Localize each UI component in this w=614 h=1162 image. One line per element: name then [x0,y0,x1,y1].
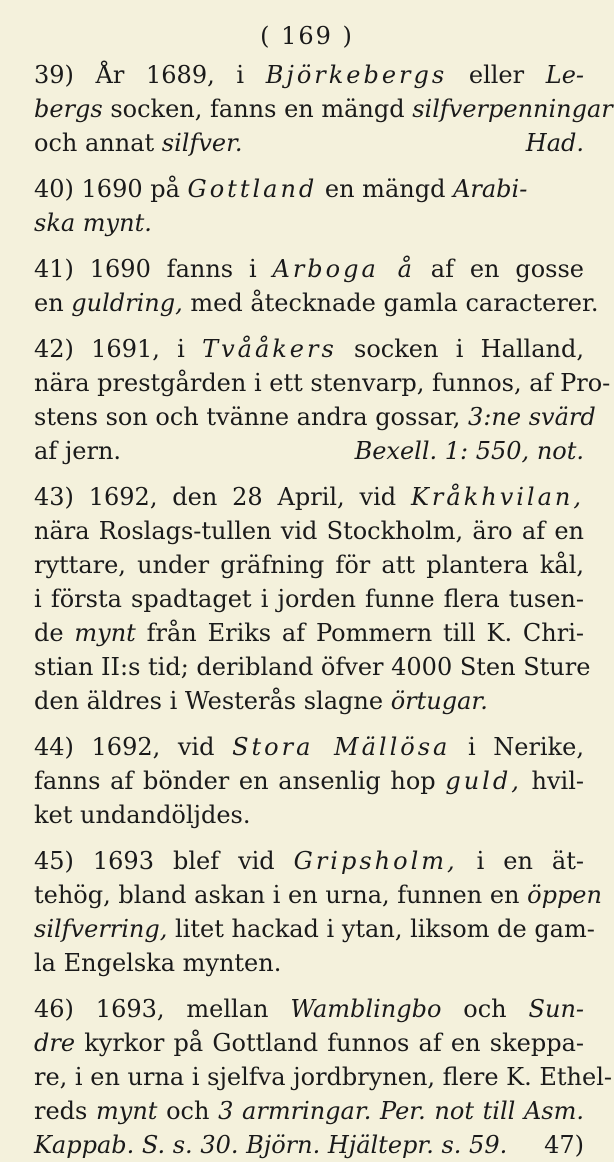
text-segment: litet hackad i ytan, liksom de gam- [167,915,595,943]
text-segment: Arabi- [453,175,528,203]
text-segment: den äldres i Westerås slagne [34,687,391,715]
text-line [34,206,584,240]
text-segment: af jern. [34,437,122,465]
text-segment: kyrkor på Gottland funnos af en skeppa- [75,1029,584,1057]
text-segment: 45) 1693 blef vid [34,847,294,875]
text-segment: not till Asm. [434,1097,584,1125]
text-line [34,1128,584,1162]
text-segment: la Engelska mynten. [34,949,282,977]
text-line [34,582,584,616]
text-segment: 46) 1693, mellan [34,995,291,1023]
text-segment: Bexell. 1: 550, not. [354,437,584,465]
text-line [34,58,584,92]
text-segment: eller [447,61,546,89]
text-line [34,1094,584,1128]
text-segment: Kappab. S. s. 30. Björn. Hjältepr. s. 59. [34,1131,508,1159]
text-segment: silfverring, [34,915,168,943]
text-segment: 44) 1692, vid [34,733,233,761]
text-line [34,1026,584,1060]
text-segment: stian II:s tid; deribland öfver 4000 Sten Sture [34,653,591,681]
text-segment: tehög, bland askan i en urna, funnen en [34,881,528,909]
text-segment: 40) 1690 på [34,175,188,203]
text-segment: de [34,619,75,647]
text-segment: en [34,289,72,317]
text-line [34,730,584,764]
text-segment: Gripsholm, [293,847,458,875]
text-line [34,684,584,718]
text-line [34,912,595,946]
text-segment: öppen [527,881,602,909]
text-segment: Gottland [187,175,318,203]
text-segment: 3 armringar. [218,1097,372,1125]
text-segment: socken, fanns en mängd [102,95,413,123]
text-segment: guldring, [71,289,183,317]
text-segment: Le- [545,61,584,89]
text-segment: Tvååkers [202,335,337,363]
text-line [34,434,584,468]
text-segment: ryttare, under gräfning för att plantera kål, [34,551,584,579]
text-line [34,252,584,286]
text-line [34,946,584,980]
text-segment: från Eriks af Pommern till K. Chri- [135,619,584,647]
text-segment: af en gosse [414,255,584,283]
text-line [34,1060,612,1094]
text-segment: i första spadtaget i jorden funne flera tusen- [34,585,584,613]
text-segment: 39) År 1689, i [34,61,266,89]
text-segment [371,1097,380,1125]
text-segment: hvil- [521,767,584,795]
text-line [34,548,584,582]
text-segment: guld, [445,767,522,795]
text-line [34,366,611,400]
text-segment: socken i Halland, [336,335,584,363]
text-segment: Per. [380,1097,426,1125]
text-line [34,286,599,320]
text-line [34,92,613,126]
text-segment: nära prestgården i ett stenvarp, funnos, af Pro- [34,369,611,397]
text-segment: ska mynt. [34,209,152,237]
text-segment: dre [34,1029,76,1057]
text-line [34,400,596,434]
text-line [34,844,584,878]
text-segment: fanns af bönder en ansenlig hop [34,767,446,795]
text-segment: 47) [544,1131,584,1159]
text-segment: nära Roslags-tullen vid Stockholm, äro af en [34,517,584,545]
text-line [34,126,584,160]
text-line [34,332,584,366]
page-number: ( 169 ) [260,22,354,50]
text-segment: en mängd [317,175,454,203]
text-segment: i en ät- [457,847,584,875]
text-segment: örtugar. [390,687,488,715]
text-line [34,650,591,684]
text-segment: 41) 1690 fanns i [34,255,273,283]
text-segment: i Nerike, [450,733,584,761]
text-segment: re, i en urna i sjelfva jordbrynen, flere K. Ethel- [34,1063,612,1091]
text-segment: 42) 1691, i [34,335,203,363]
text-segment: och annat [34,129,162,157]
text-line [34,878,602,912]
text-line [34,616,584,650]
page-body [34,58,613,1162]
text-line [34,514,584,548]
text-segment: med åtecknade gamla caracterer. [182,289,599,317]
text-segment: Had. [525,129,584,157]
text-segment: silfverpenningar [412,95,613,123]
text-segment: 3:ne svärd [468,403,596,431]
text-segment: och [441,995,529,1023]
text-segment: och [157,1097,219,1125]
text-segment: mynt [74,619,136,647]
text-segment: Arboga å [272,255,415,283]
text-line [34,172,584,206]
text-line [34,764,584,798]
text-segment: silfver. [161,129,243,157]
text-segment: stens son och tvänne andra gossar, [34,403,469,431]
text-segment: Wamblingbo [290,995,442,1023]
text-line [34,798,584,832]
text-line [34,480,584,514]
text-segment: Kråkhvilan, [410,483,584,511]
text-segment: ket undandöljdes. [34,801,251,829]
text-segment: Sun- [528,995,585,1023]
text-segment: Stora Mällösa [232,733,451,761]
text-segment: 43) 1692, den 28 April, vid [34,483,411,511]
text-segment: bergs [34,95,103,123]
text-segment: mynt [96,1097,158,1125]
text-segment: Björkebergs [265,61,448,89]
text-line [34,992,584,1026]
text-segment: reds [34,1097,97,1125]
